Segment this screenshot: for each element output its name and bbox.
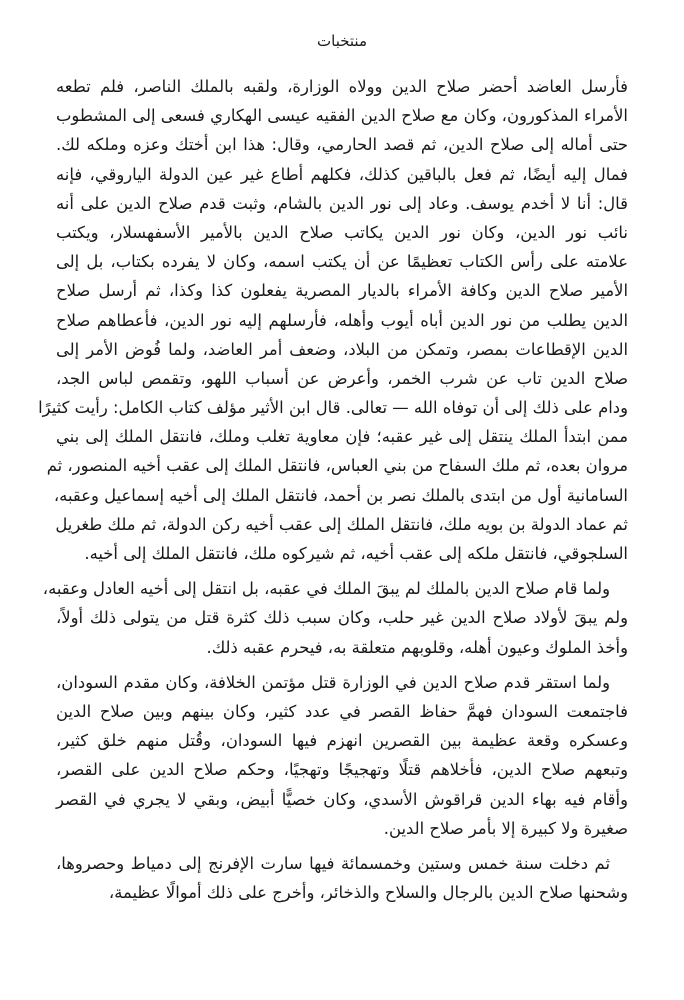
text-line: السلجوقي، فانتقل ملكه إلى عقب أخيه، ثم شيركوه ملك، فانتقل الملك إلى أخيه.	[84, 544, 628, 563]
paragraph	[56, 849, 628, 907]
text-line: نائب نور الدين، وكان نور الدين يكاتب صلاح الدين بالأمير الأسفهسلار، ويكتب	[56, 222, 628, 242]
text-line: ولما استقر قدم صلاح الدين في الوزارة قتل مؤتمن الخلافة، وكان مقدم السودان،	[56, 672, 610, 692]
text-line: الأمراء المذكورون، وكان مع صلاح الدين الفقيه عيسى الهكاري فسعى إلى المشطوب	[56, 106, 628, 126]
text-line: السامانية أول من ابتدى بالملك نصر بن أحمد، فانتقل الملك إلى أخيه إسماعيل وعقبه،	[53, 485, 628, 505]
body-text	[38, 72, 628, 907]
text-line: وأخذ الملوك وعيون أهله، وقلوبهم متعلقة به، فيحرم عقبه ذلك.	[206, 637, 628, 657]
text-line: علامته على رأس الكتاب تعظيمًا عن أن يكتب اسمه، وكان لا يفرده بكتاب، بل إلى	[56, 252, 628, 272]
text-line: ثم دخلت سنة خمس وستين وخمسمائة فيها سارت الإفرنج إلى دمياط وحصروها،	[56, 853, 610, 873]
text-line: حتى أماله إلى صلاح الدين، ثم قصد الحارمي، وقال: هذا ابن أختك وعزه وملكه لك.	[56, 135, 628, 155]
running-title: منتخبات	[317, 32, 367, 50]
text-line: ممن ابتدأ الملك ينتقل إلى غير عقبه؛ فإن معاوية تغلب وملك، فانتقل الملك إلى بني	[56, 427, 628, 447]
text-line: ودام على ذلك إلى أن توفاه الله — تعالى. قال ابن الأثير مؤلف كتاب الكامل: رأيت كثيرًا	[38, 398, 628, 418]
text-line: وشحنها صلاح الدين بالرجال والسلاح والذخائر، وأخرج على ذلك أموالًا عظيمة،	[108, 883, 628, 903]
paragraph	[38, 72, 628, 568]
text-line: فاجتمعت السودان فهمَّ حفاظ القصر في عدد كثير، وكان بينهم وبين صلاح الدين	[56, 701, 628, 721]
text-line: وتبعهم صلاح الدين، فأخلاهم قتلًا وتهجيجًا وتهجيًا، وحكم صلاح الدين على القصر،	[56, 760, 628, 780]
text-line: فأرسل العاضد أحضر صلاح الدين وولاه الوزارة، ولقبه بالملك الناصر، فلم تطعه	[56, 77, 628, 96]
text-line: ولما قام صلاح الدين بالملك لم يبقَ الملك في عقبه، بل انتقل إلى أخيه العادل وعقبه،	[42, 579, 610, 599]
text-line: الدين الإقطاعات بمصر، وتمكن من البلاد، وضعف أمر العاضد، ولما فُوض الأمر إلى	[56, 339, 628, 359]
text-line: ثم عماد الدولة بن بويه ملك، فانتقل الملك إلى عقب أخيه ركن الدولة، ثم ملك طغريل	[55, 514, 628, 534]
text-line: قال: أنا لا أخدم يوسف. وعاد إلى نور الدين بالشام، وثبت قدم صلاح الدين على أنه	[56, 193, 628, 213]
text-line: مروان بعده، ثم ملك السفاح من بني العباس، فانتقل الملك إلى عقب أخيه المنصور، ثم	[46, 456, 628, 476]
text-line: الأمير صلاح الدين وكافة الأمراء بالديار المصرية يفعلون كذا وكذا، ثم أرسل صلاح	[56, 281, 628, 301]
text-line: وعسكره وقعة عظيمة بين القصرين انهزم فيها السودان، وقُتل منهم خلق كثير،	[56, 731, 628, 751]
paragraph	[42, 574, 628, 662]
text-line: ولم يبقَ لأولاد صلاح الدين غير حلب، وكان سبب ذلك كثرة قتل من يتولى ذلك أولاً،	[56, 608, 628, 628]
text-line: وأقام فيه بهاء الدين قراقوش الأسدي، وكان خصيًّا أبيض، وبقي لا يجري في القصر	[56, 789, 628, 809]
text-line: صغيرة ولا كبيرة إلا بأمر صلاح الدين.	[383, 818, 628, 838]
text-line: فمال إليه أيضًا، ثم فعل بالباقين كذلك، فكلهم أطاع غير عين الدولة الياروقي، فإنه	[56, 164, 628, 184]
text-line: صلاح الدين تاب عن شرب الخمر، وأعرض عن أسباب اللهو، وتقمص لباس الجد،	[56, 368, 628, 388]
paragraph	[56, 668, 628, 843]
text-line: الدين يطلب من نور الدين أباه أيوب وأهله، فأرسلهم إليه نور الدين، فأعطاهم صلاح	[56, 310, 628, 330]
